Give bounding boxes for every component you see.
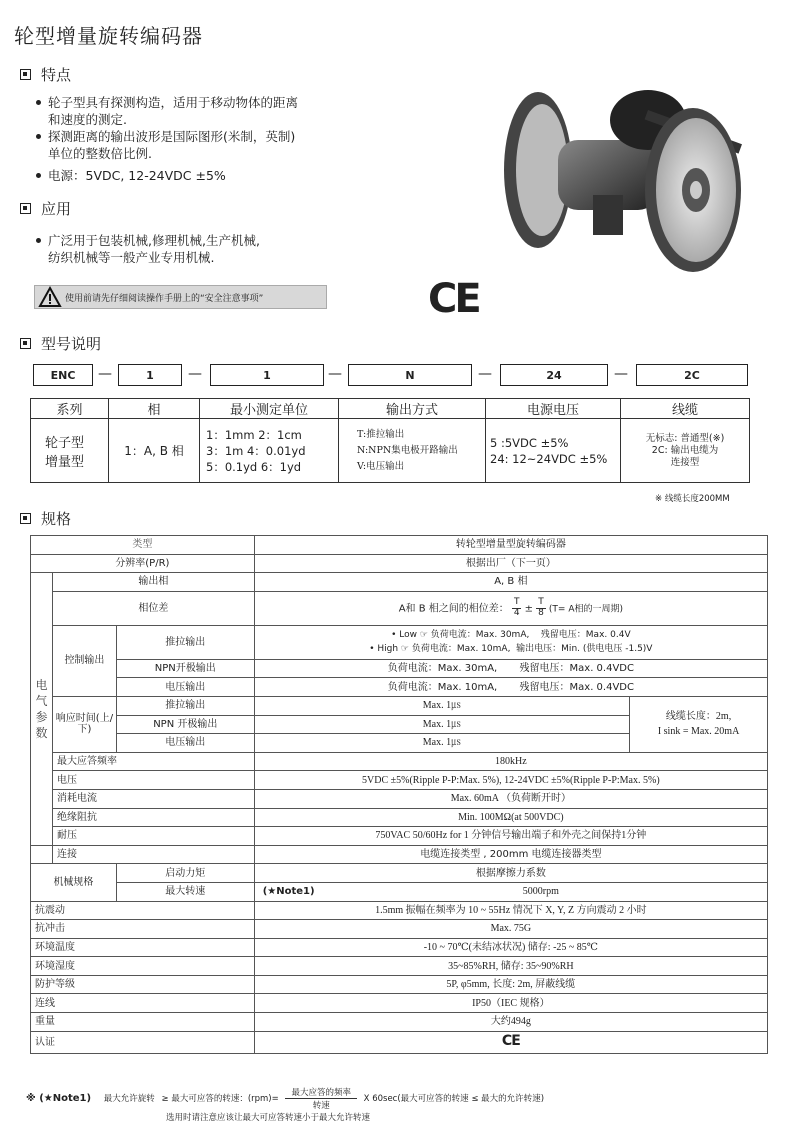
model-heading: 型号说明 xyxy=(20,333,101,354)
table-cell: 抗震动 xyxy=(31,901,255,920)
table-cell: 消耗电流 xyxy=(52,789,254,808)
table-cell: 电源电压 xyxy=(486,399,621,419)
table-cell: 抗冲击 xyxy=(31,920,255,939)
table-cell: -10 ~ 70℃(未结冰状况) 储存: -25 ~ 85℃ xyxy=(254,938,767,957)
spec-heading: 规格 xyxy=(20,508,71,529)
table-cell: 推拉输出 xyxy=(116,625,254,659)
table-cell: 750VAC 50/60Hz for 1 分钟信号输出端子和外壳之间保持1分钟 xyxy=(254,827,767,846)
application-item: 广泛用于包装机械,修理机械,生产机械, xyxy=(48,232,348,249)
table-cell: 重量 xyxy=(31,1013,255,1032)
table-cell xyxy=(31,845,53,864)
encoder-product-image xyxy=(498,80,758,270)
model-dash: — xyxy=(328,366,342,382)
table-cell: Max. 60mA （负荷断开时） xyxy=(254,789,767,808)
ce-mark: CE xyxy=(428,276,479,322)
table-cell: 电压输出 xyxy=(116,678,254,697)
model-box-series: ENC xyxy=(33,364,93,386)
response-condition: 线缆长度：2m, I sink = Max. 20mA xyxy=(630,696,768,752)
table-cell: NPN 开极输出 xyxy=(116,715,254,734)
table-cell: 连接 xyxy=(52,845,254,864)
model-box-phase: 1 xyxy=(118,364,182,386)
table-cell: 35~85%RH, 储存: 35~90%RH xyxy=(254,957,767,976)
feature-item: 电源：5VDC, 12-24VDC ±5% xyxy=(48,167,388,184)
model-output: T:推拉输出 N:NPN集电极开路输出 V:电压输出 xyxy=(339,419,486,483)
model-dash: — xyxy=(614,366,628,382)
table-cell: 机械规格 xyxy=(31,864,117,901)
table-cell: 负荷电流：Max. 10mA, 残留电压：Max. 0.4VDC xyxy=(254,678,767,697)
table-cell: 5P, φ5mm, 长度: 2m, 屏蔽线缆 xyxy=(254,975,767,994)
model-dash: — xyxy=(478,366,492,382)
table-cell: 根据出厂（下一页） xyxy=(254,554,767,573)
table-cell: 相位差 xyxy=(52,591,254,625)
table-cell: 控制输出 xyxy=(52,625,116,696)
safety-warning-banner: 使用前请先仔细阅读操作手册上的“安全注意事项” xyxy=(34,285,327,309)
features-heading: 特点 xyxy=(20,64,71,85)
table-cell: 认证 xyxy=(31,1031,255,1053)
table-cell: 相 xyxy=(109,399,200,419)
table-cell: (★Note1) 5000rpm xyxy=(254,882,767,901)
table-cell: 根据摩擦力系数 xyxy=(254,864,767,883)
application-list: 广泛用于包装机械,修理机械,生产机械, 纺织机械等一般产业专用机械. xyxy=(48,232,348,266)
cable-length-note: ※ 线缆长度200MM xyxy=(655,494,730,504)
model-dash: — xyxy=(98,366,112,382)
table-cell: 线缆 xyxy=(621,399,750,419)
spec-table xyxy=(30,535,768,1054)
table-cell: 大约494g xyxy=(254,1013,767,1032)
feature-item: 轮子型具有探测构造，适用于移动物体的距离 xyxy=(48,94,388,111)
table-cell: 类型 xyxy=(31,536,255,555)
model-cable: 无标志: 普通型(※) 2C: 输出电缆为 连接型 xyxy=(621,419,750,483)
table-cell: Max. 1㎲ xyxy=(254,715,629,734)
table-cell: 1.5mm 振幅在频率为 10 ~ 55Hz 情况下 X, Y, Z 方向震动 2 小时 xyxy=(254,901,767,920)
model-dash: — xyxy=(188,366,202,382)
model-box-output: N xyxy=(348,364,472,386)
cert-ce-mark: CE xyxy=(254,1031,767,1053)
table-cell: 响应时间(上/下) xyxy=(52,696,116,752)
table-cell: 推拉输出 xyxy=(116,696,254,715)
phase-difference-value: A和 B 相之间的相位差： $\frac{T}{4}$ ± $\frac{T}{8}$ (T= A相的一周期) xyxy=(254,591,767,625)
table-cell: 输出相 xyxy=(52,573,254,592)
table-cell: Max. 1㎲ xyxy=(254,734,629,753)
warning-icon xyxy=(39,287,61,307)
footnote: ※ (★Note1) 最大允许旋转 ≥ 最大可应答的转速：(rpm)= 最大应答的频率 转速 X 60sec(最大可应答的转速 ≤ 最大的允许转速) 选用时请注意应该让最大可应答转速小于最大允许转速 xyxy=(26,1088,545,1123)
features-list: 轮子型具有探测构造，适用于移动物体的距离 和速度的测定. 探测距离的输出波形是国际图形(米制，英制) 单位的整数倍比例. 电源：5VDC, 12-24VDC ±5% xyxy=(48,94,388,184)
feature-item: 探测距离的输出波形是国际图形(米制，英制) xyxy=(48,128,388,145)
model-box-voltage: 24 xyxy=(500,364,608,386)
table-cell: 转轮型增量型旋转编码器 xyxy=(254,536,767,555)
page-title: 轮型增量旋转编码器 xyxy=(14,24,203,48)
table-cell: 电压 xyxy=(52,771,254,790)
table-cell: Max. 1㎲ xyxy=(254,696,629,715)
table-cell: NPN开极输出 xyxy=(116,659,254,678)
table-cell: 连线 xyxy=(31,994,255,1013)
table-cell: 分辨率(P/R) xyxy=(31,554,255,573)
table-cell: 系列 xyxy=(31,399,109,419)
table-cell: A, B 相 xyxy=(254,573,767,592)
table-cell: 最小测定单位 xyxy=(200,399,339,419)
model-table xyxy=(30,398,750,483)
table-cell: 最大转速 xyxy=(116,882,254,901)
section-marker-icon xyxy=(20,69,31,80)
electrical-label: 电 气 参 数 xyxy=(31,573,53,846)
table-cell: 绝缘阻抗 xyxy=(52,808,254,827)
section-marker-icon xyxy=(20,203,31,214)
push-pull-output-value: • Low ☞ 负荷电流：Max. 30mA, 残留电压：Max. 0.4V • High ☞ 负荷电流：Max. 10mA, 输出电压：Min. (供电电压 -1.5)V xyxy=(254,625,767,659)
table-cell: Min. 100MΩ(at 500VDC) xyxy=(254,808,767,827)
table-cell: 耐压 xyxy=(52,827,254,846)
table-cell: 电缆连接类型 , 200mm 电缆连接器类型 xyxy=(254,845,767,864)
table-cell: 防护等级 xyxy=(31,975,255,994)
table-cell: 环境温度 xyxy=(31,938,255,957)
table-cell: 启动力矩 xyxy=(116,864,254,883)
section-marker-icon xyxy=(20,338,31,349)
table-cell: IP50（IEC 规格） xyxy=(254,994,767,1013)
table-cell: 负荷电流：Max. 30mA, 残留电压：Max. 0.4VDC xyxy=(254,659,767,678)
model-series: 轮子型 增量型 xyxy=(31,419,109,483)
table-cell: 电压输出 xyxy=(116,734,254,753)
model-unit: 1：1mm 2：1cm 3：1m 4：0.01yd 5：0.1yd 6：1yd xyxy=(200,419,339,483)
table-cell: 5VDC ±5%(Ripple P-P:Max. 5%), 12-24VDC ±5%(Ripple P-P:Max. 5%) xyxy=(254,771,767,790)
table-cell: 环境湿度 xyxy=(31,957,255,976)
table-cell: Max. 75G xyxy=(254,920,767,939)
application-heading: 应用 xyxy=(20,198,71,219)
model-box-unit: 1 xyxy=(210,364,324,386)
table-cell: 最大应答频率 xyxy=(52,752,254,771)
table-cell: 180kHz xyxy=(254,752,767,771)
section-marker-icon xyxy=(20,513,31,524)
model-voltage: 5 :5VDC ±5% 24: 12~24VDC ±5% xyxy=(486,419,621,483)
table-cell: 输出方式 xyxy=(339,399,486,419)
model-box-cable: 2C xyxy=(636,364,748,386)
model-phase: 1：A, B 相 xyxy=(109,419,200,483)
